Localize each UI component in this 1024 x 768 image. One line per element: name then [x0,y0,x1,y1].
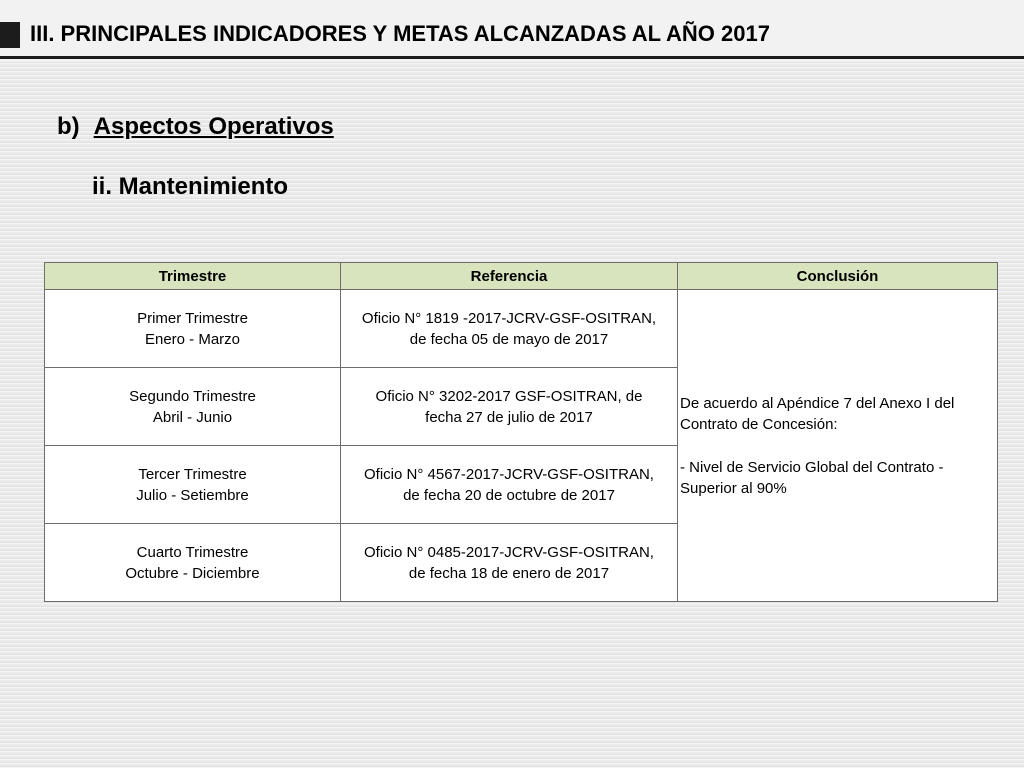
quarter-name: Primer Trimestre [137,309,248,327]
conclusion-paragraph-1: De acuerdo al Apéndice 7 del Anexo I del Contrato de Concesión: [680,394,955,433]
quarter-months: Octubre - Diciembre [125,564,260,582]
trimestre-cell [45,368,341,446]
trimestre-cell [45,446,341,524]
quarter-months: Julio - Setiembre [136,486,249,504]
reference-line-2: de fecha 18 de enero de 2017 [408,564,610,582]
quarter-months: Abril - Junio [152,408,233,426]
quarter-name: Cuarto Trimestre [136,543,249,561]
trimestre-cell [45,290,341,368]
title-bar [0,0,1024,62]
reference-line-2: fecha 27 de julio de 2017 [425,408,593,426]
title-marker [0,22,20,48]
maintenance-table [44,262,998,602]
quarter-name: Segundo Trimestre [129,387,256,405]
section-label: Aspectos Operativos [93,113,334,140]
quarter-name: Tercer Trimestre [138,465,247,483]
trimestre-cell [45,524,341,602]
conclusion-paragraph-2: - Nivel de Servicio Global del Contrato - Superior al 90% [680,458,944,497]
conclusion-cell [678,290,998,602]
reference-line-1: Oficio N° 0485-2017-JCRV-GSF-OSITRAN, [364,543,654,561]
slide-title: III. PRINCIPALES INDICADORES Y METAS ALCANZADAS AL AÑO 2017 [30,21,770,46]
reference-line-2: de fecha 20 de octubre de 2017 [403,486,615,504]
title-divider [0,56,1024,59]
reference-line-1: Oficio N° 1819 -2017-JCRV-GSF-OSITRAN, [361,309,657,327]
referencia-cell [341,368,678,446]
section-letter: b) [57,113,80,140]
quarter-months: Enero - Marzo [144,330,241,348]
header-referencia: Referencia [341,263,678,290]
header-conclusion: Conclusión [678,263,998,290]
table-header-row [45,263,998,290]
table-row [45,290,998,368]
header-trimestre: Trimestre [45,263,341,290]
section-heading [57,111,334,143]
reference-line-2: de fecha 05 de mayo de 2017 [409,330,609,348]
reference-line-1: Oficio N° 4567-2017-JCRV-GSF-OSITRAN, [364,465,654,483]
referencia-cell [341,290,678,368]
referencia-cell [341,524,678,602]
subsection-heading: ii. Mantenimiento [92,173,289,200]
reference-line-1: Oficio N° 3202-2017 GSF-OSITRAN, de [375,387,643,405]
referencia-cell [341,446,678,524]
